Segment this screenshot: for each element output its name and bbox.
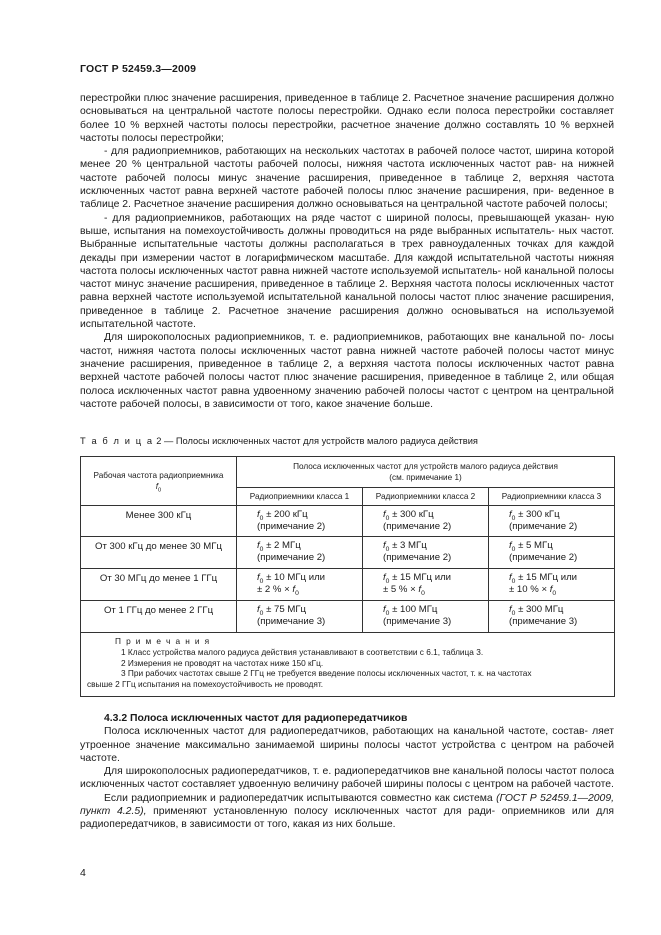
table-row [81, 506, 615, 537]
note-2: 2 Измерения не проводят на частотах ниже 150 кГц. [121, 657, 324, 668]
table-cell: $f_0 \pm 75$ МГц (примечание 3) [237, 601, 363, 633]
section-4-3-2 [80, 712, 614, 832]
table-cell: $f_0 \pm 10$ МГц или ± 2 % × $f_0$ [237, 569, 363, 601]
intro-text [80, 92, 614, 411]
table-cell: $f_0 \pm 300$ кГц (примечание 2) [489, 506, 615, 537]
row-label: От 1 ГГц до менее 2 ГГц [81, 601, 237, 633]
table-row [81, 601, 615, 633]
section-paragraph-1: Полоса исключенных частот для радиопередатчиков, работающих на канальной частоте, состав- ляет утроенное значение максимально занимаемой ширины полосы частот устройства с центром на рабочей частоте. [80, 726, 614, 764]
col-header-frequency: Рабочая частота радиоприемника $f_0$ [81, 457, 237, 506]
table-cell: $f_0 \pm 300$ МГц (примечание 3) [489, 601, 615, 633]
row-label: Менее 300 кГц [81, 506, 237, 537]
table-cell: $f_0 \pm 100$ МГц (примечание 3) [363, 601, 489, 633]
row-label: От 30 МГц до менее 1 ГГц [81, 569, 237, 601]
paragraph-wide-range: - для радиоприемников, работающих на ряде частот с шириной полосы, превышающей указан- ную выше, испытания на помехоустойчивость должны проводиться на ряде выбранных испытатель- ных частот. Выбранные испытательные частоты должны располагаться в трех равноудаленных точках для каждой декады при измерении частот в логарифмическом масштабе. Для каждой испытательной частоты нижняя частота полосы исключенных частот равна нижней частоте используемой испытатель- ной канальной полосы частот минус значение расширения, приведенное в таблице 2. Верхняя частота полосы исключенных частот равна верхней частоте используемой испытательной канальной полосы частот плюс значение расширения, приведенное в таблице 2. Расчетное значение расширения должно основываться на используемой испытательной частоте. [80, 212, 615, 331]
group-header: Полоса исключенных частот для устройств малого радиуса действия (см. примечание 1) [237, 457, 615, 488]
section-paragraph-2: Для широкополосных радиопередатчиков, т. е. радиопередатчиков вне канальной полосы частот полоса исключенных частот составляет удвоенную величину рабочей ширины полосы с центром на рабочей частоте. [80, 766, 614, 791]
table-cell: $f_0 \pm 15$ МГц или ± 10 % × $f_0$ [489, 569, 615, 601]
document-header: ГОСТ Р 52459.3—2009 [80, 63, 197, 75]
table-cell: $f_0 \pm 200$ кГц (примечание 2) [237, 506, 363, 537]
class-1-header: Радиоприемники класса 1 [237, 488, 363, 506]
table-row [81, 537, 615, 569]
notes-title: П р и м е ч а н и я [115, 636, 211, 646]
table-notes-row [81, 633, 615, 697]
class-2-header: Радиоприемники класса 2 [363, 488, 489, 506]
note-1: 1 Класс устройства малого радиуса действия устанавливают в соответствии с 6.1, таблица 3. [121, 646, 484, 657]
table-caption: Т а б л и ц а 2 — Полосы исключенных частот для устройств малого радиуса действия [80, 436, 478, 446]
class-3-header: Радиоприемники класса 3 [489, 488, 615, 506]
section-paragraph-3: Если радиоприемник и радиопередатчик испытываются совместно как система (ГОСТ Р 52459.1—2009, пункт 4.2.5), применяют установленную полосу исключенных частот для ради- оприемников или для радиопередатчиков, в зависимости от того, какая из них больше. [80, 792, 615, 831]
table-cell: $f_0 \pm 5$ МГц (примечание 2) [489, 537, 615, 569]
row-label: От 300 кГц до менее 30 МГц [81, 537, 237, 569]
note-3: 3 При рабочих частотах свыше 2 ГГц не требуется введение полосы исключенных частот, т. к. на частотах [121, 668, 532, 679]
table-notes [81, 633, 615, 697]
note-3-cont: свыше 2 ГГц испытания на помехоустойчивость не проводят. [87, 679, 324, 690]
paragraph-multi-freq: - для радиоприемников, работающих на нескольких частотах в рабочей полосе частот, ширина которой менее 20 % центральной частоты рабочей полосы, нижняя частота исключенных частот рав- на нижней частоте рабочей полосы минус значение расширения, приведенное в таблице 2, верхняя частота исключенных частот равна верхней частоте рабочей полосы плюс значение расширения, при- веденное в таблице 2. Расчетное значение расширения должно основываться на центральной частоте рабочей полосы; [80, 146, 615, 211]
paragraph-broadband: Для широкополосных радиоприемников, т. е. радиоприемников, работающих вне канальной по- лосы частот, нижняя частота полосы исключенных частот равна нижней частоте рабочей полосы частот минус значение расширения, приведенное в таблице 2, а верхняя частота полосы исключенных частот равна верхней частоте рабочей полосы частот плюс значение расширения, приведенное в таблице 2, или общая полоса исключенных частот равна удвоенному значению рабочей полосы частот с центром на центральной частоте рабочей полосы, в зависимости от того, какое значение больше. [80, 332, 615, 410]
section-heading: 4.3.2 Полоса исключенных частот для радиопередатчиков [104, 713, 408, 724]
table-row [81, 569, 615, 601]
page-number: 4 [80, 867, 86, 879]
table-cell: $f_0 \pm 15$ МГц или ± 5 % × $f_0$ [363, 569, 489, 601]
paragraph-cont: перестройки плюс значение расширения, приведенное в таблице 2. Расчетное значение расширения должно основываться на центральной частоте полосы перестройки. Однако если полоса перестройки составляет более 10 % верхней частоты полосы перестройки, расчетное значение должно составлять 10 % верхней частоты полосы перестройки; [80, 93, 614, 144]
table-cell: $f_0 \pm 3$ МГц (примечание 2) [363, 537, 489, 569]
exclusion-band-table [80, 456, 615, 697]
table-cell: $f_0 \pm 300$ кГц (примечание 2) [363, 506, 489, 537]
table-cell: $f_0 \pm 2$ МГц (примечание 2) [237, 537, 363, 569]
